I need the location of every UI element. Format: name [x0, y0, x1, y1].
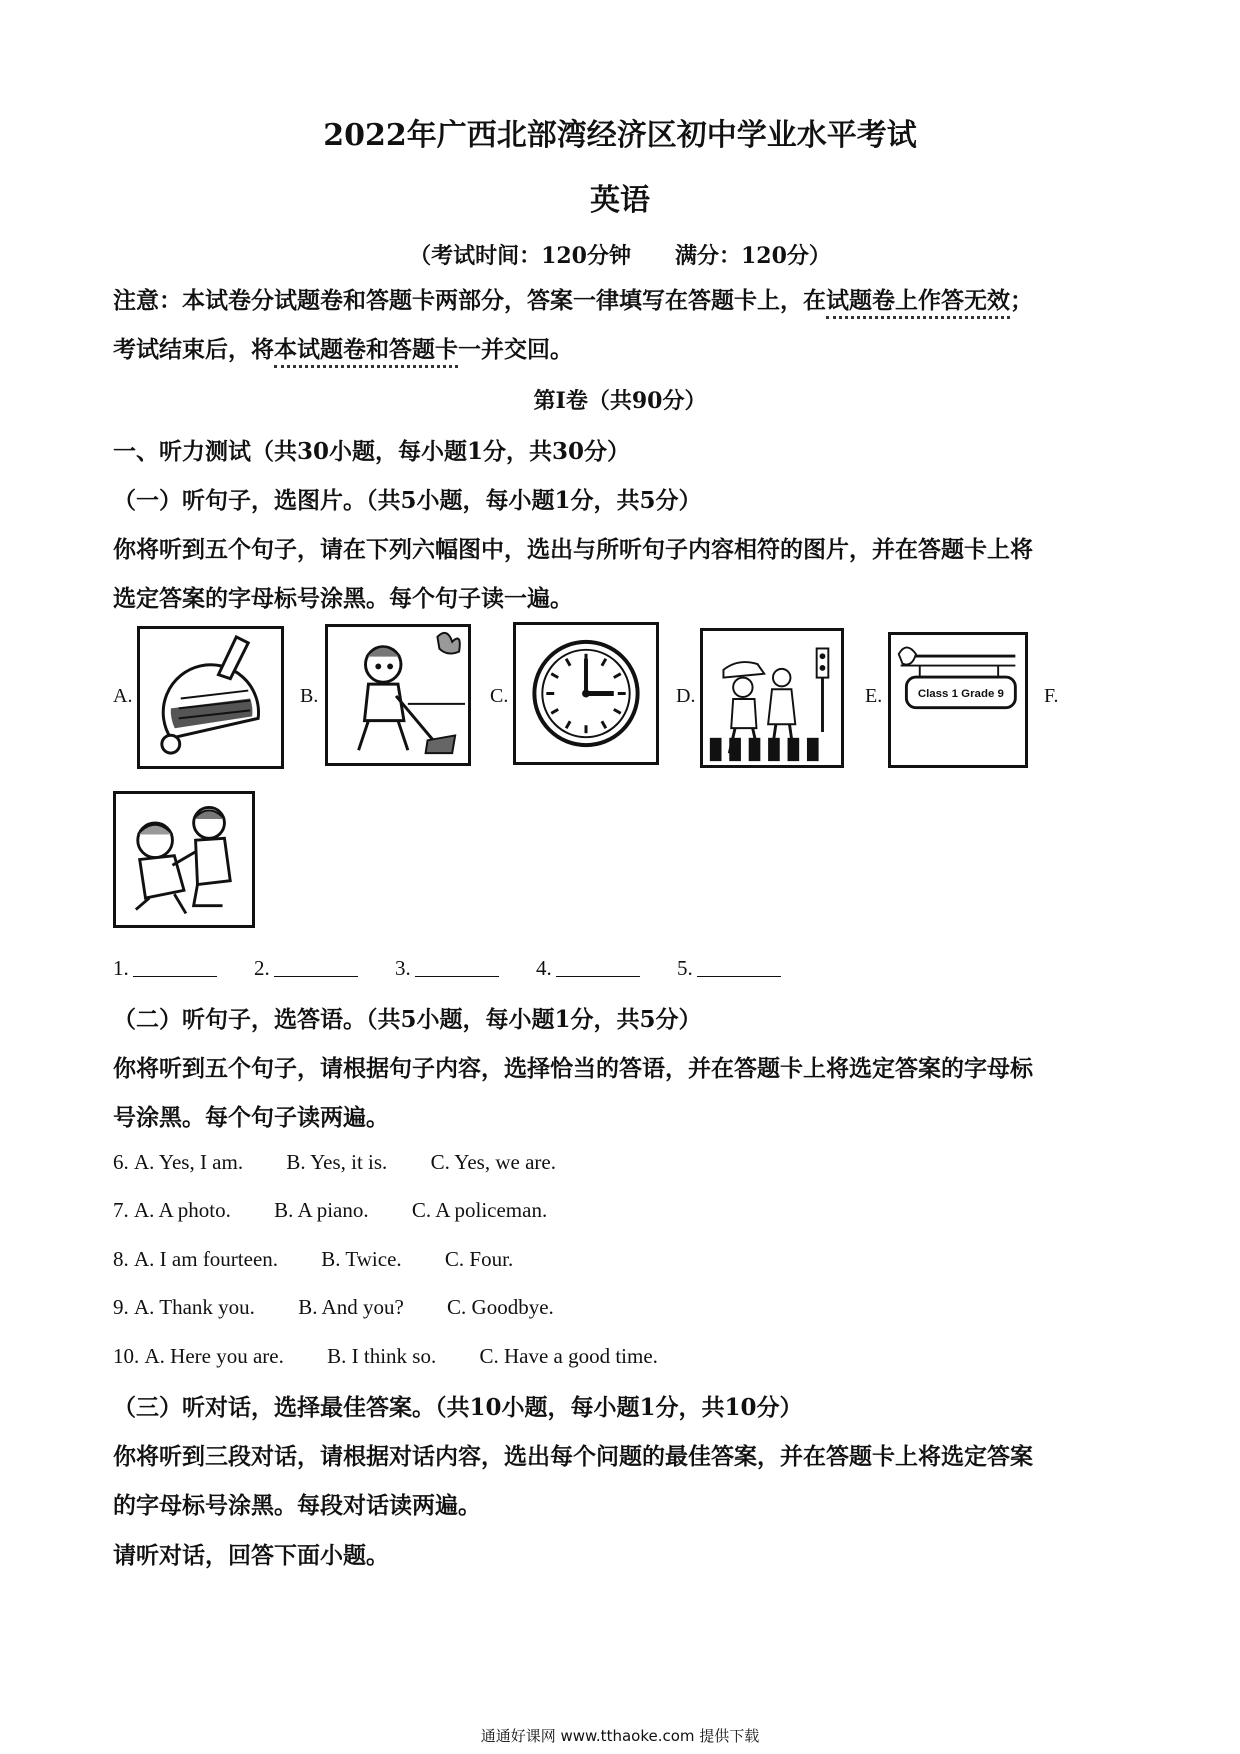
picture-label: A.	[113, 685, 133, 707]
clock-icon	[513, 622, 659, 765]
option-a[interactable]: A. A photo.	[134, 1198, 231, 1222]
instruction-text: 你将听到五个句子，请在下列六幅图中，选出与所听句子内容相符的图片，并在答题卡上将	[113, 536, 1033, 563]
ping-pong-paddle-icon	[137, 626, 284, 769]
answer-blank[interactable]	[113, 956, 217, 981]
volume-heading: 第I卷（共90分）	[533, 388, 707, 414]
notice-text: ；	[1010, 287, 1033, 314]
option-b[interactable]: B. A piano.	[274, 1198, 369, 1222]
notice-emphasis: 本试题卷和答题卡	[274, 336, 458, 368]
answer-blank[interactable]	[536, 956, 640, 981]
instruction-text: 你将听到五个句子，请根据句子内容，选择恰当的答语，并在答题卡上将选定答案的字母标	[113, 1055, 1033, 1082]
footer-text: 通通好课网 www.tthaoke.com 提供下载	[480, 1727, 760, 1745]
blank-number: 2.	[254, 956, 270, 980]
question-row	[113, 1344, 696, 1369]
notice-line-1	[113, 282, 1033, 315]
option-c[interactable]: C. Have a good time.	[479, 1344, 658, 1368]
section-heading: 一、听力测试（共30小题，每小题1分，共30分）	[113, 438, 631, 465]
picture-label: B.	[300, 685, 319, 707]
part-heading: （一）听句子，选图片。（共5小题，每小题1分，共5分）	[113, 487, 702, 514]
exam-time-info: （考试时间：120分钟 满分：120分）	[409, 243, 831, 269]
option-a[interactable]: A. Yes, I am.	[134, 1150, 244, 1174]
instruction-text: 请听对话，回答下面小题。	[113, 1542, 389, 1569]
instruction-text: 的字母标号涂黑。每段对话读两遍。	[113, 1492, 481, 1519]
question-number: 8.	[113, 1247, 129, 1271]
notice-text: 考试结束后，将	[113, 336, 274, 363]
blank-number: 5.	[677, 956, 693, 980]
option-b[interactable]: B. And you?	[298, 1295, 404, 1319]
picture-label: C.	[490, 685, 509, 707]
option-b[interactable]: B. Yes, it is.	[286, 1150, 388, 1174]
answer-blank[interactable]	[677, 956, 781, 981]
question-number: 10.	[113, 1344, 140, 1368]
instruction-text: 号涂黑。每个句子读两遍。	[113, 1104, 389, 1131]
instruction-text: 选定答案的字母标号涂黑。每个句子读一遍。	[113, 585, 573, 612]
helping-child-icon	[113, 791, 255, 928]
notice-text: 注意：本试卷分试题卷和答题卡两部分，答案一律填写在答题卡上，在	[113, 287, 826, 314]
class-sign-text: Class 1 Grade 9	[917, 688, 1004, 701]
class-sign-icon	[888, 632, 1028, 768]
subject-title: 英语	[590, 183, 650, 218]
option-a[interactable]: A. Thank you.	[134, 1295, 255, 1319]
option-b[interactable]: B. Twice.	[321, 1247, 402, 1271]
option-a[interactable]: A. I am fourteen.	[134, 1247, 279, 1271]
option-c[interactable]: C. Goodbye.	[447, 1295, 554, 1319]
blank-number: 4.	[536, 956, 552, 980]
part-heading: （二）听句子，选答语。（共5小题，每小题1分，共5分）	[113, 1006, 702, 1033]
blank-number: 1.	[113, 956, 129, 980]
notice-line-2	[113, 331, 573, 364]
option-c[interactable]: C. Four.	[444, 1247, 514, 1271]
option-c[interactable]: C. Yes, we are.	[430, 1150, 556, 1174]
option-a[interactable]: A. Here you are.	[144, 1344, 284, 1368]
picture-label: E.	[865, 685, 883, 707]
boy-sweeping-icon	[325, 624, 471, 766]
option-c[interactable]: C. A policeman.	[411, 1198, 548, 1222]
question-number: 9.	[113, 1295, 129, 1319]
picture-label: D.	[676, 685, 696, 707]
question-number: 6.	[113, 1150, 129, 1174]
blank-number: 3.	[395, 956, 411, 980]
picture-label: F.	[1044, 685, 1059, 707]
notice-text: 一并交回。	[458, 336, 573, 363]
part-heading: （三）听对话，选择最佳答案。（共10小题，每小题1分，共10分）	[113, 1394, 803, 1421]
question-number: 7.	[113, 1198, 129, 1222]
question-row	[113, 1150, 594, 1175]
notice-emphasis: 试题卷上作答无效	[826, 287, 1010, 319]
crossing-street-icon	[700, 628, 844, 768]
exam-title: 2022年广西北部湾经济区初中学业水平考试	[323, 118, 917, 153]
option-b[interactable]: B. I think so.	[327, 1344, 437, 1368]
answer-blanks	[113, 956, 813, 981]
answer-blank[interactable]	[254, 956, 358, 981]
question-row	[113, 1198, 585, 1223]
question-row	[113, 1295, 592, 1320]
answer-blank[interactable]	[395, 956, 499, 981]
question-row	[113, 1247, 551, 1272]
instruction-text: 你将听到三段对话，请根据对话内容，选出每个问题的最佳答案，并在答题卡上将选定答案	[113, 1443, 1033, 1470]
